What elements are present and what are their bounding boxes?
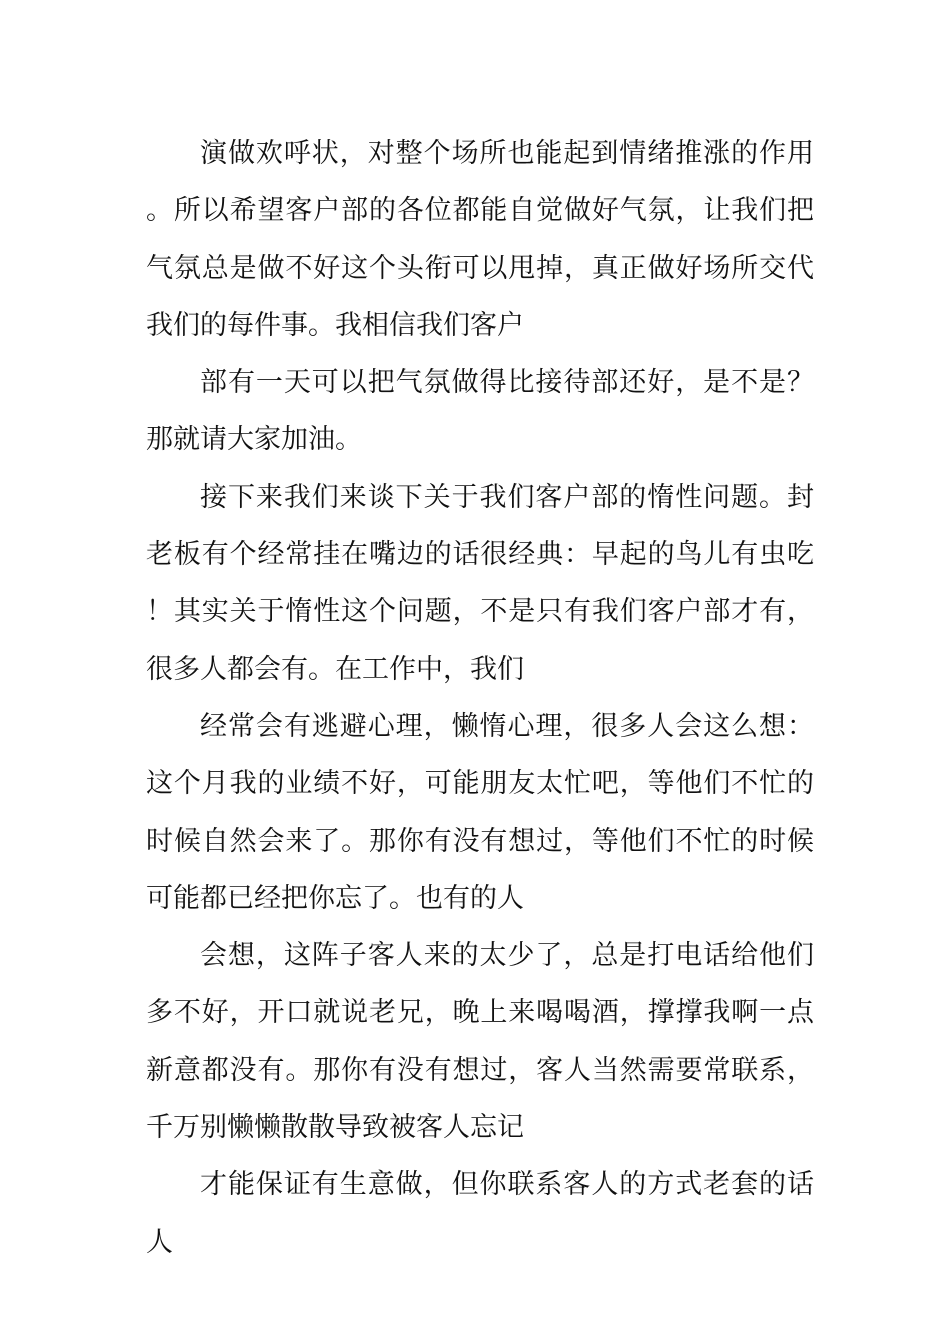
paragraph-6: 才能保证有生意做，但你联系客人的方式老套的话人 xyxy=(146,1169,814,1258)
document-page xyxy=(146,125,814,1271)
paragraph-4: 经常会有逃避心理，懒惰心理，很多人会这么想：这个月我的业绩不好，可能朋友太忙吧，等他们不忙的时候自然会来了。那你有没有想过，等他们不忙的时候可能都已经把你忘了。也有的人 xyxy=(146,710,814,914)
paragraph-1: 演做欢呼状，对整个场所也能起到情绪推涨的作用。所以希望客户部的各位都能自觉做好气氛，让我们把气氛总是做不好这个头衔可以甩掉，真正做好场所交代我们的每件事。我相信我们客户 xyxy=(146,138,814,341)
paragraph-2: 部有一天可以把气氛做得比接待部还好，是不是？那就请大家加油。 xyxy=(146,367,814,456)
paragraph-5: 会想，这阵子客人来的太少了，总是打电话给他们多不好，开口就说老兄，晚上来喝喝酒，撑撑我啊一点新意都没有。那你有没有想过，客人当然需要常联系，千万别懒懒散散导致被客人忘记 xyxy=(146,940,814,1144)
paragraph-3: 接下来我们来谈下关于我们客户部的惰性问题。封老板有个经常挂在嘴边的话很经典：早起的鸟儿有虫吃！其实关于惰性这个问题，不是只有我们客户部才有，很多人都会有。在工作中，我们 xyxy=(146,481,814,685)
